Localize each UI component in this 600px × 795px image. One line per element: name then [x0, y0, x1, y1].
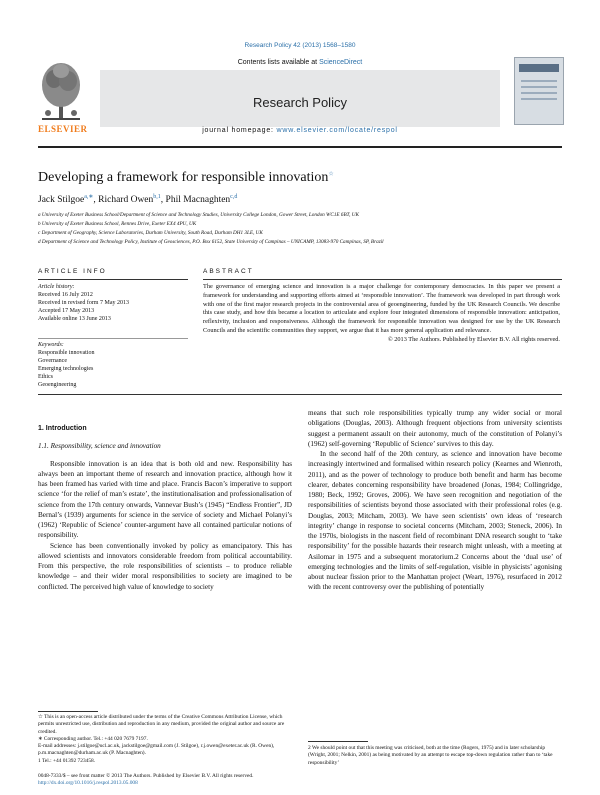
affiliation: b University of Exeter Business School, Rennes Drive, Exeter EX4 4PU, UK	[38, 221, 197, 227]
affiliation: c Department of Geography, Science Laboratories, Durham University, South Road, Durham DH1 3LE, UK	[38, 230, 263, 236]
article-title-line	[38, 170, 334, 186]
cover-line	[521, 92, 557, 94]
author-list: Jack Stilgoe$^{a,∗}$, Richard Owen$^{b,1}$, Phil Macnaghten$^{c,d}$	[38, 194, 238, 206]
doi-link[interactable]: http://dx.doi.org/10.1016/j.respol.2013.05.008	[38, 780, 138, 787]
author-name: Jack Stilgoe	[38, 195, 85, 206]
cover-line	[521, 86, 557, 88]
journal-cover-thumbnail	[514, 57, 564, 125]
author-affil-mark[interactable]: b,1	[153, 194, 161, 200]
footnote-rule	[38, 711, 98, 712]
history-item: Accepted 17 May 2013	[38, 308, 95, 314]
contents-line	[100, 59, 500, 66]
abstract-heading: ABSTRACT	[203, 268, 254, 275]
author-affil-mark[interactable]: a,∗	[84, 194, 94, 200]
publisher-wordmark: ELSEVIER	[38, 124, 88, 134]
title-footnote-mark[interactable]: ☆	[328, 171, 334, 178]
footnote-rule	[308, 741, 368, 742]
homepage-label: journal homepage:	[202, 127, 277, 134]
keyword: Emerging technologies	[38, 366, 94, 372]
history-item: Available online 13 June 2013	[38, 316, 111, 322]
right-column	[308, 408, 562, 593]
left-footnotes	[38, 714, 292, 765]
history-item: Received 16 July 2012	[38, 292, 93, 298]
body-paragraph: In the second half of the 20th century, as science and innovation have become increasingly intertwined and formalised within research policy (Kearnes and Wienroth, 2011), and as the power of technology to produce both benefit and harm has become clearer, debates concerning responsibility have broadened (Jonas, 1984; Collingridge, 1980; Beck, 1992; Groves, 2006). We have seen recognition and negotiation of the responsibilities of scientists beyond those associated with their professional roles (e.g. Douglas, 2003; Mitcham, 2003). We have seen scientists’ own ideas of ‘research integrity’ change in response to societal concerns (Mitcham, 2003; Steneck, 2006). In the 1970s, biologists in the nascent field of recombinant DNA research sought to ‘take responsibility’ for the possible hazards their research might unleash, with a meeting at Asilomar in 1975 and a subsequent moratorium.2 Concerns about the ‘dual use’ of emerging technologies and the limits of self-regulation, visible in physicists’ agonising about nuclear fission prior to the Manhattan project (Weart, 1976), resurfaced in 2012 with the recent controversy over the publishing of potentially	[308, 450, 562, 592]
abstract-rule	[203, 279, 562, 280]
journal-title: Research Policy	[253, 95, 347, 110]
affiliation: d Department of Science and Technology Policy, Institute of Geosciences, P.O. Box 6152, State University of Campinas – UNICAMP, 13083-970 Campinas, SP, Brazil	[38, 239, 384, 245]
cover-line	[521, 98, 557, 100]
body-paragraph: Science has been conventionally invoked by policy as emancipatory. This has allowed scientists and innovators considerable freedom from political accountability. From this perspective, the role responsibilities of scientists – to produce reliable knowledge – and their wider moral responsibilities to society are imagined to be conflicted. The perceived high value of knowledge to society	[38, 541, 292, 591]
section-heading: 1. Introduction	[38, 425, 87, 432]
cover-band	[519, 64, 559, 72]
footer	[38, 773, 562, 788]
abstract-copyright: © 2013 The Authors. Published by Elsevier B.V. All rights reserved.	[387, 335, 560, 343]
keywords	[38, 341, 188, 389]
body-paragraph: means that such role responsibilities typically trump any wider social or moral obligations (Douglas, 2003). Although frequent objections from university scientists suggest a permanent assault on their autonomy, much of the constitution of Polanyi’s (1962) self-governing ‘Republic of Science’ survives to this day.	[308, 409, 562, 448]
history-label: Article history:	[38, 284, 75, 290]
subsection-heading: 1.1. Responsibility, science and innovation	[38, 442, 161, 451]
footnote-two: 2 We should point out that this meeting was criticised, both at the time (Rogers, 1975) and in later scholarship (Wright, 2001; Nelkin, 2001) as being motivated by an attempt to escape top-down regulation rather than to ‘take responsibility’	[308, 745, 553, 766]
affiliation: a University of Exeter Business School/Department of Science and Technology Studies, University College London, Gower Street, London WC1E 6BT, UK	[38, 212, 359, 218]
article-info-rule	[38, 279, 188, 280]
issn-line: 0048-7333/$ – see front matter © 2013 The Authors. Published by Elsevier B.V. All rights reserved.	[38, 773, 254, 779]
footnote-corresponding: ∗ Corresponding author. Tel.: +44 020 7679 7197.	[38, 735, 148, 742]
cover-line	[521, 80, 557, 82]
article-title: Developing a framework for responsible innovation	[38, 170, 329, 185]
journal-reference[interactable]: Research Policy 42 (2013) 1568–1580	[244, 42, 356, 49]
footnote-star: ☆ This is an open-access article distributed under the terms of the Creative Commons Attribution License, which permits unrestricted use, distribution and reproduction in any medium, provided the original author and source are credited.	[38, 714, 285, 735]
elsevier-tree-logo	[38, 57, 84, 123]
body-paragraph: Responsible innovation is an idea that is both old and new. Responsibility has always been an important theme of research and innovation practice, although how it has been framed has varied with time and place. Francis Bacon’s imperative to support science ‘for the relief of man’s estate’, the institutionalisation and professionalisation of science from the 17th century onwards, Vannevar Bush’s (1945) “Endless Frontier”, JD Bernal’s (1939) arguments for science in the service of society and Michael Polanyi’s (1962) ‘Republic of Science’ counter-argument have all contained particular notions of responsibility.	[38, 459, 292, 540]
sciencedirect-link[interactable]: ScienceDirect	[319, 59, 363, 66]
keyword: Governance	[38, 358, 67, 364]
author-name: Phil Macnaghten	[165, 195, 231, 206]
homepage-link[interactable]: www.elsevier.com/locate/respol	[276, 127, 398, 134]
history-item: Received in revised form 7 May 2013	[38, 300, 129, 306]
footnote-email: E-mail addresses: j.stilgoe@ucl.ac.uk, jackstilgoe@gmail.com (J. Stilgoe), r.j.owen@exeter.ac.uk (R. Owen), p.m.macnaghten@durham.ac.uk (P. Macnaghten).	[38, 743, 275, 757]
abstract-bottom-rule	[38, 394, 562, 395]
abstract-body	[203, 283, 560, 345]
keyword: Responsible innovation	[38, 350, 95, 356]
contents-prefix: Contents lists available at	[237, 59, 320, 66]
author-affil-mark[interactable]: c,d	[230, 194, 238, 200]
footnote-one: 1 Tel.: +44 01392 723458.	[38, 757, 96, 764]
abstract-text: The governance of emerging science and innovation is a major challenge for contemporary democracies. In this paper we present a framework for understanding and supporting efforts aimed at ‘responsible innovation’. The framework was developed in part through work with one of the first major research projects in the controversial area of geoengineering, funded by the UK Research Councils. We describe this case study, and how this became a location to articulate and explore four integrated dimensions of responsible innovation: anticipation, reflexivity, inclusion and responsiveness. Although the framework for responsible innovation was designed for use by the UK Research Councils and the scientific communities they support, we argue that it has more general application and relevance.	[203, 283, 560, 334]
keywords-label: Keywords:	[38, 342, 64, 348]
author-name: Richard Owen	[98, 195, 154, 206]
keyword: Geoengineering	[38, 382, 77, 388]
keywords-rule	[38, 338, 188, 339]
header-divider	[38, 146, 562, 148]
article-info-heading: ARTICLE INFO	[38, 268, 107, 275]
journal-homepage	[100, 127, 500, 134]
keyword: Ethics	[38, 374, 53, 380]
left-column	[38, 424, 292, 592]
article-history	[38, 283, 188, 323]
